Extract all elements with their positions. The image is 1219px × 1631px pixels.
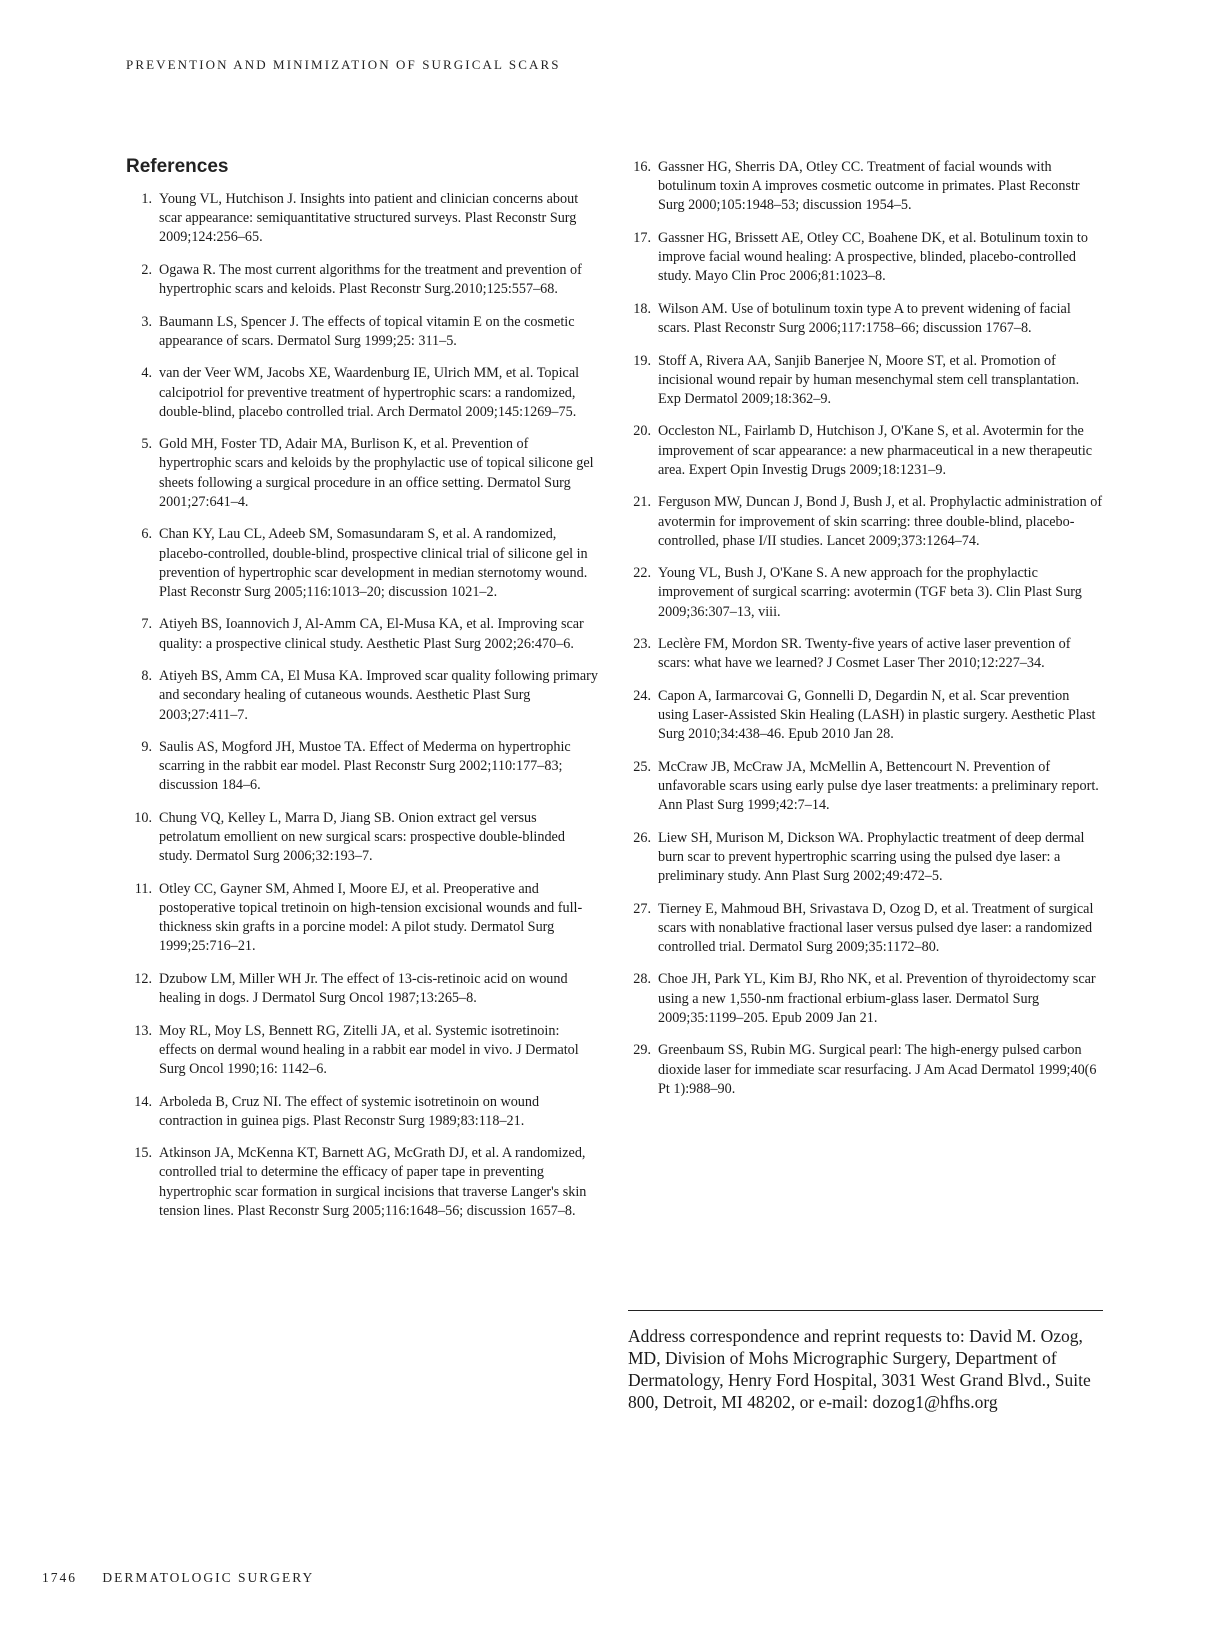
reference-list-right	[625, 158, 1103, 1099]
reference-item	[625, 970, 1103, 1028]
reference-number: 2.	[141, 261, 152, 278]
reference-text: Gold MH, Foster TD, Adair MA, Burlison K, et al. Prevention of hypertrophic scars and keloids by the prophylactic use of topical silicone gel sheets following a surgical procedure in an office setting. Dermatol Surg 2001;27:641–4.	[159, 436, 594, 510]
reference-item	[126, 261, 598, 299]
reference-text: Dzubow LM, Miller WH Jr. The effect of 13-cis-retinoic acid on wound healing in dogs. J Dermatol Surg Oncol 1987;13:265–8.	[159, 970, 568, 1007]
reference-number: 12.	[134, 970, 152, 987]
reference-number: 11.	[134, 880, 152, 897]
reference-item	[126, 970, 598, 1008]
reference-number: 23.	[633, 636, 651, 653]
reference-item	[625, 900, 1103, 958]
reference-text: Ferguson MW, Duncan J, Bond J, Bush J, et al. Prophylactic administration of avotermin for improvement of skin scarring: three double-blind, placebo-controlled, phase I/II studies. Lancet 2009;373:1264–74.	[658, 494, 1103, 549]
reference-text: Atkinson JA, McKenna KT, Barnett AG, McGrath DJ, et al. A randomized, controlled trial to determine the efficacy of paper tape in preventing hypertrophic scar formation in surgical incisions that traverse Langer's skin tension lines. Plast Reconstr Surg 2005;116:1648–56; discussion 1657–8.	[159, 1145, 587, 1219]
reference-item	[126, 738, 598, 796]
reference-item	[625, 758, 1103, 816]
reference-text: McCraw JB, McCraw JA, McMellin A, Bettencourt N. Prevention of unfavorable scars using early pulse dye laser treatments: a preliminary report. Ann Plast Surg 1999;42:7–14.	[658, 758, 1099, 814]
reference-text: Baumann LS, Spencer J. The effects of topical vitamin E on the cosmetic appearance of scars. Dermatol Surg 1999;25: 311–5.	[159, 313, 575, 349]
reference-number: 19.	[633, 352, 651, 369]
reference-number: 28.	[633, 971, 651, 988]
reference-text: Young VL, Hutchison J. Insights into patient and clinician concerns about scar appearance: semiquantitative structured surveys. Plast Reconstr Surg 2009;124:256–65.	[159, 191, 579, 246]
reference-text: Gassner HG, Sherris DA, Otley CC. Treatment of facial wounds with botulinum toxin A improves cosmetic outcome in primates. Plast Reconstr Surg 2000;105:1948–53; discussion 1954–5.	[658, 159, 1080, 214]
reference-text: Chung VQ, Kelley L, Marra D, Jiang SB. Onion extract gel versus petrolatum emollient on new surgical scars: prospective double-blinded study. Dermatol Surg 2006;32:193–7.	[159, 809, 565, 865]
reference-text: Wilson AM. Use of botulinum toxin type A to prevent widening of facial scars. Plast Reconstr Surg 2006;117:1758–66; discussion 1767–8.	[658, 300, 1071, 337]
reference-number: 25.	[633, 758, 651, 775]
reference-text: Saulis AS, Mogford JH, Mustoe TA. Effect of Mederma on hypertrophic scarring in the rabbit ear model. Plast Reconstr Surg 2002;110:177–83; discussion 184–6.	[159, 739, 571, 794]
reference-item	[126, 880, 598, 957]
reference-item	[126, 1093, 598, 1131]
reference-text: Choe JH, Park YL, Kim BJ, Rho NK, et al. Prevention of thyroidectomy scar using a new 1,550-nm fractional erbium-glass laser. Dermatol Surg 2009;35:1199–205. Epub 2009 Jan 21.	[658, 971, 1096, 1026]
reference-number: 13.	[134, 1022, 152, 1039]
reference-number: 20.	[633, 423, 651, 440]
reference-text: Leclère FM, Mordon SR. Twenty-five years of active laser prevention of scars: what have we learned? J Cosmet Laser Ther 2010;12:227–34.	[658, 636, 1071, 672]
reference-item	[625, 229, 1103, 287]
reference-number: 27.	[633, 900, 651, 917]
reference-number: 21.	[633, 494, 651, 511]
reference-item	[126, 809, 598, 867]
reference-number: 4.	[141, 365, 152, 382]
reference-text: Moy RL, Moy LS, Bennett RG, Zitelli JA, et al. Systemic isotretinoin: effects on dermal wound healing in a rabbit ear model in vivo. J Dermatol Surg Oncol 1990;16: 1142–6.	[159, 1022, 579, 1078]
reference-item	[625, 352, 1103, 410]
references-heading: References	[126, 156, 229, 177]
reference-number: 17.	[633, 229, 651, 246]
page-number: 1746	[42, 1570, 77, 1585]
reference-number: 24.	[633, 687, 651, 704]
reference-item	[625, 158, 1103, 216]
reference-text: Gassner HG, Brissett AE, Otley CC, Boahene DK, et al. Botulinum toxin to improve facial wound healing: A prospective, blinded, placebo-controlled study. Mayo Clin Proc 2006;81:1023–8.	[658, 229, 1088, 285]
page-footer	[42, 1570, 314, 1586]
reference-item	[625, 564, 1103, 622]
reference-number: 18.	[633, 300, 651, 317]
reference-item	[126, 1144, 598, 1221]
reference-text: Liew SH, Murison M, Dickson WA. Prophylactic treatment of deep dermal burn scar to prevent hypertrophic scarring using the pulsed dye laser: a preliminary study. Ann Plast Surg 2002;49:472–5.	[658, 829, 1085, 885]
reference-text: Occleston NL, Fairlamb D, Hutchison J, O'Kane S, et al. Avotermin for the improvement of scar appearance: a new pharmaceutical in a new therapeutic area. Expert Opin Investig Drugs 2009;18:1231–9.	[658, 423, 1093, 478]
reference-item	[126, 615, 598, 653]
running-head: PREVENTION AND MINIMIZATION OF SURGICAL SCARS	[126, 57, 561, 72]
reference-number: 1.	[141, 191, 152, 207]
reference-number: 26.	[633, 829, 651, 846]
reference-number: 29.	[633, 1042, 651, 1059]
reference-text: Tierney E, Mahmoud BH, Srivastava D, Ozog D, et al. Treatment of surgical scars with nonablative fractional laser versus pulsed dye laser: a randomized controlled trial. Dermatol Surg 2009;35:1172–80.	[658, 900, 1094, 955]
reference-text: Chan KY, Lau CL, Adeeb SM, Somasundaram S, et al. A randomized, placebo-controlled, double-blind, prospective clinical trial of silicone gel in prevention of hypertrophic scar development in median sternotomy wound. Plast Reconstr Surg 2005;116:1013–20; discussion 1021–2.	[159, 526, 588, 600]
reference-number: 3.	[141, 313, 152, 330]
reference-item	[625, 829, 1103, 887]
reference-item	[126, 313, 598, 351]
reference-text: van der Veer WM, Jacobs XE, Waardenburg IE, Ulrich MM, et al. Topical calcipotriol for preventive treatment of hypertrophic scars: a randomized, double-blind, placebo controlled trial. Arch Dermatol 2009;145:1269–75.	[159, 365, 580, 420]
reference-number: 16.	[633, 159, 651, 175]
reference-item	[126, 1022, 598, 1080]
reference-item	[126, 435, 598, 512]
reference-item	[126, 364, 598, 422]
reference-item	[625, 1041, 1103, 1099]
reference-text: Capon A, Iarmarcovai G, Gonnelli D, Degardin N, et al. Scar prevention using Laser-Assisted Skin Healing (LASH) in plastic surgery. Aesthetic Plast Surg 2010;34:438–46. Epub 2010 Jan 28.	[658, 687, 1096, 743]
reference-number: 7.	[141, 616, 152, 633]
reference-item	[126, 667, 598, 725]
reference-number: 5.	[141, 436, 152, 453]
reference-text: Otley CC, Gayner SM, Ahmed I, Moore EJ, et al. Preoperative and postoperative topical tretinoin on high-tension excisional wounds and full-thickness skin grafts in a porcine model: A pilot study. Dermatol Surg 1999;25:716–21.	[159, 880, 583, 955]
reference-text: Stoff A, Rivera AA, Sanjib Banerjee N, Moore ST, et al. Promotion of incisional wound repair by human mesenchymal stem cell transplantation. Exp Dermatol 2009;18:362–9.	[658, 352, 1080, 407]
reference-number: 8.	[141, 668, 152, 685]
reference-number: 15.	[134, 1145, 152, 1162]
reference-text: Greenbaum SS, Rubin MG. Surgical pearl: The high-energy pulsed carbon dioxide laser for immediate scar resurfacing. J Am Acad Dermatol 1999;40(6 Pt 1):988–90.	[658, 1042, 1097, 1097]
reference-number: 10.	[134, 809, 152, 826]
reference-text: Young VL, Bush J, O'Kane S. A new approach for the prophylactic improvement of surgical scarring: avotermin (TGF beta 3). Clin Plast Surg 2009;36:307–13, viii.	[658, 565, 1082, 620]
journal-name: DERMATOLOGIC SURGERY	[102, 1570, 315, 1585]
reference-number: 14.	[134, 1093, 152, 1110]
reference-number: 9.	[141, 739, 152, 756]
reference-number: 22.	[633, 565, 651, 582]
reference-item	[126, 190, 598, 248]
reference-text: Atiyeh BS, Amm CA, El Musa KA. Improved scar quality following primary and secondary healing of cutaneous wounds. Aesthetic Plast Surg 2003;27:411–7.	[159, 668, 598, 723]
reference-list-left	[126, 190, 598, 1221]
reference-item	[625, 635, 1103, 673]
references-column-right	[625, 158, 1103, 1112]
references-column-left	[126, 156, 598, 1234]
reference-item	[625, 687, 1103, 745]
reference-number: 6.	[141, 526, 152, 543]
reference-item	[126, 525, 598, 602]
reference-item	[625, 493, 1103, 551]
reference-item	[625, 300, 1103, 338]
correspondence-address: Address correspondence and reprint requests to: David M. Ozog, MD, Division of Mohs Micrographic Surgery, Department of Dermatology, Henry Ford Hospital, 3031 West Grand Blvd., Suite 800, Detroit, MI 48202, or e-mail: dozog1@hfhs.org	[628, 1310, 1103, 1413]
reference-item	[625, 422, 1103, 480]
reference-text: Ogawa R. The most current algorithms for the treatment and prevention of hypertrophic scars and keloids. Plast Reconstr Surg.2010;125:557–68.	[159, 261, 582, 298]
reference-text: Atiyeh BS, Ioannovich J, Al-Amm CA, El-Musa KA, et al. Improving scar quality: a prospective clinical study. Aesthetic Plast Surg 2002;26:470–6.	[159, 616, 584, 652]
reference-text: Arboleda B, Cruz NI. The effect of systemic isotretinoin on wound contraction in guinea pigs. Plast Reconstr Surg 1989;83:118–21.	[159, 1093, 540, 1129]
